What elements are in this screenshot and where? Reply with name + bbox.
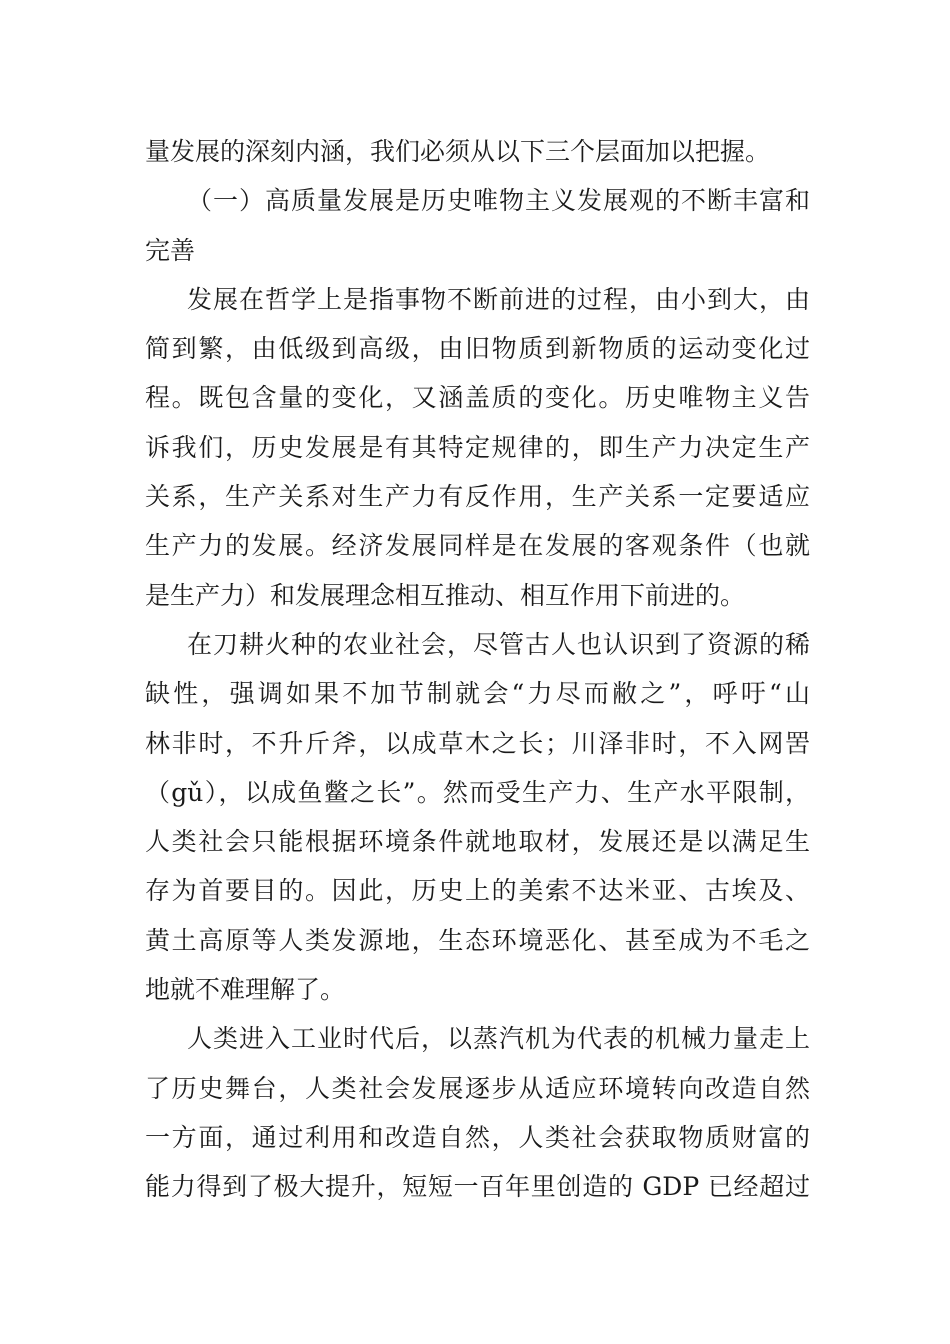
document-body — [145, 127, 810, 1212]
paragraph-line: 地就不难理解了。 — [145, 975, 346, 1005]
paragraph-line: 程。既包含量的变化，又涵盖质的变化。历史唯物主义告 — [145, 383, 810, 413]
paragraph-line: 能力得到了极大提升，短短一百年里创造的 GDP 已经超过 — [145, 1172, 810, 1202]
paragraph-line: 黄土高原等人类发源地，生态环境恶化、甚至成为不毛之 — [145, 925, 810, 955]
section-heading: （一）高质量发展是历史唯物主义发展观的不断丰富和 — [187, 186, 810, 216]
paragraph-line: 了历史舞台，人类社会发展逐步从适应环境转向改造自然 — [145, 1073, 810, 1103]
paragraph-line: 人类社会只能根据环境条件就地取材，发展还是以满足生 — [145, 827, 810, 857]
section-heading-continuation: 完善 — [145, 235, 196, 265]
paragraph-line: 生产力的发展。经济发展同样是在发展的客观条件（也就 — [145, 531, 810, 561]
paragraph-line: 林非时，不升斤斧，以成草木之长；川泽非时，不入网罟 — [145, 728, 810, 758]
paragraph-line: 发展在哲学上是指事物不断前进的过程，由小到大，由 — [187, 284, 810, 314]
paragraph-line: 简到繁，由低级到高级，由旧物质到新物质的运动变化过 — [145, 334, 810, 364]
paragraph-line: 是生产力）和发展理念相互推动、相互作用下前进的。 — [145, 580, 746, 610]
paragraph-line: 在刀耕火种的农业社会，尽管古人也认识到了资源的稀 — [187, 629, 810, 659]
paragraph-line: 关系，生产关系对生产力有反作用，生产关系一定要适应 — [145, 482, 810, 512]
paragraph-line: 诉我们，历史发展是有其特定规律的，即生产力决定生产 — [145, 432, 810, 462]
paragraph-continuation: 量发展的深刻内涵，我们必须从以下三个层面加以把握。 — [145, 137, 771, 166]
paragraph-line: 缺性，强调如果不加节制就会“力尽而敝之”，呼吁“山 — [145, 679, 810, 709]
paragraph-line: 存为首要目的。因此，历史上的美索不达米亚、古埃及、 — [145, 876, 810, 906]
paragraph-line: 人类进入工业时代后，以蒸汽机为代表的机械力量走上 — [187, 1024, 810, 1054]
paragraph-line: 一方面，通过利用和改造自然，人类社会获取物质财富的 — [145, 1122, 810, 1152]
paragraph-line: （gǔ），以成鱼鳖之长”。然而受生产力、生产水平限制， — [145, 777, 810, 807]
